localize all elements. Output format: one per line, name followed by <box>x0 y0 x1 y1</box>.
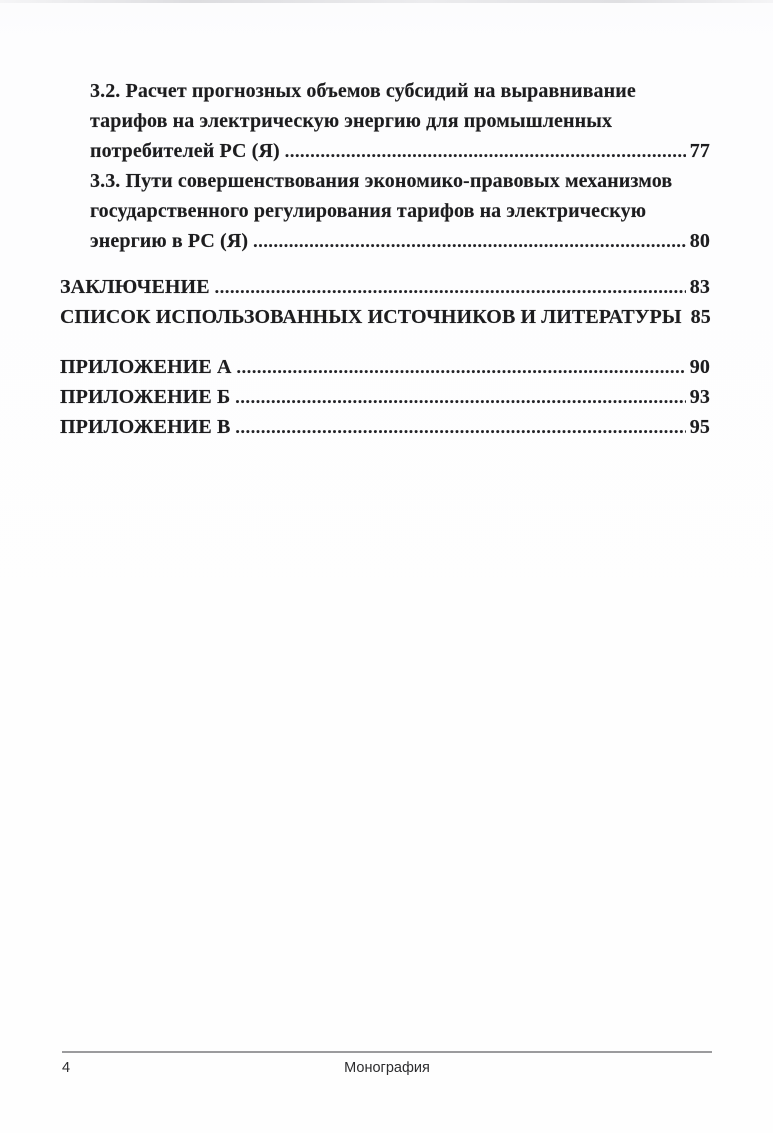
dot-leader <box>237 352 686 382</box>
toc-entry-title: потребителей РС (Я) <box>90 140 280 162</box>
toc-page-number: 80 <box>689 230 710 252</box>
toc-page-number: 93 <box>689 386 710 408</box>
page-footer <box>62 1051 712 1077</box>
toc-page-number: 90 <box>689 356 710 378</box>
toc-page-number: 85 <box>690 306 711 328</box>
toc-entry-3-2 <box>60 76 710 166</box>
toc-entry-appendix-b <box>60 382 710 412</box>
toc-page-number: 83 <box>689 276 710 298</box>
dot-leader <box>285 136 686 166</box>
toc-entry-line: тарифов на электрическую энергию для промышленных <box>90 110 613 132</box>
dot-leader <box>235 382 686 412</box>
toc-entry-title: энергию в РС (Я) <box>90 230 249 252</box>
toc-entry-line: 3.3. Пути совершенствования экономико-правовых механизмов <box>90 170 673 192</box>
footer-page-number: 4 <box>62 1060 71 1076</box>
toc-entry-title: ЗАКЛЮЧЕНИЕ <box>60 276 210 298</box>
toc-entry-conclusion <box>60 272 710 302</box>
dot-leader <box>235 412 685 442</box>
footer-rule <box>62 1051 712 1053</box>
toc-page-number: 95 <box>689 416 710 438</box>
table-of-contents <box>60 76 710 442</box>
toc-entry-references <box>60 302 710 332</box>
toc-page-number: 77 <box>689 140 710 162</box>
toc-entry-title: ПРИЛОЖЕНИЕ В <box>60 416 231 438</box>
dot-leader <box>215 272 686 302</box>
scan-edge-artifact <box>0 0 773 3</box>
toc-entry-3-3 <box>60 166 710 256</box>
toc-entry-line: 3.2. Расчет прогнозных объемов субсидий на выравнивание <box>90 80 636 102</box>
footer-running-title: Монография <box>344 1060 430 1076</box>
toc-entry-title: ПРИЛОЖЕНИЕ А <box>60 356 232 378</box>
toc-entry-title: ПРИЛОЖЕНИЕ Б <box>60 386 231 408</box>
toc-entry-appendix-v <box>60 412 710 442</box>
dot-leader <box>253 226 686 256</box>
toc-entry-line: государственного регулирования тарифов на электрическую <box>90 200 647 222</box>
toc-entry-appendix-a <box>60 352 710 382</box>
toc-entry-title: СПИСОК ИСПОЛЬЗОВАННЫХ ИСТОЧНИКОВ И ЛИТЕРАТУРЫ <box>60 306 682 328</box>
